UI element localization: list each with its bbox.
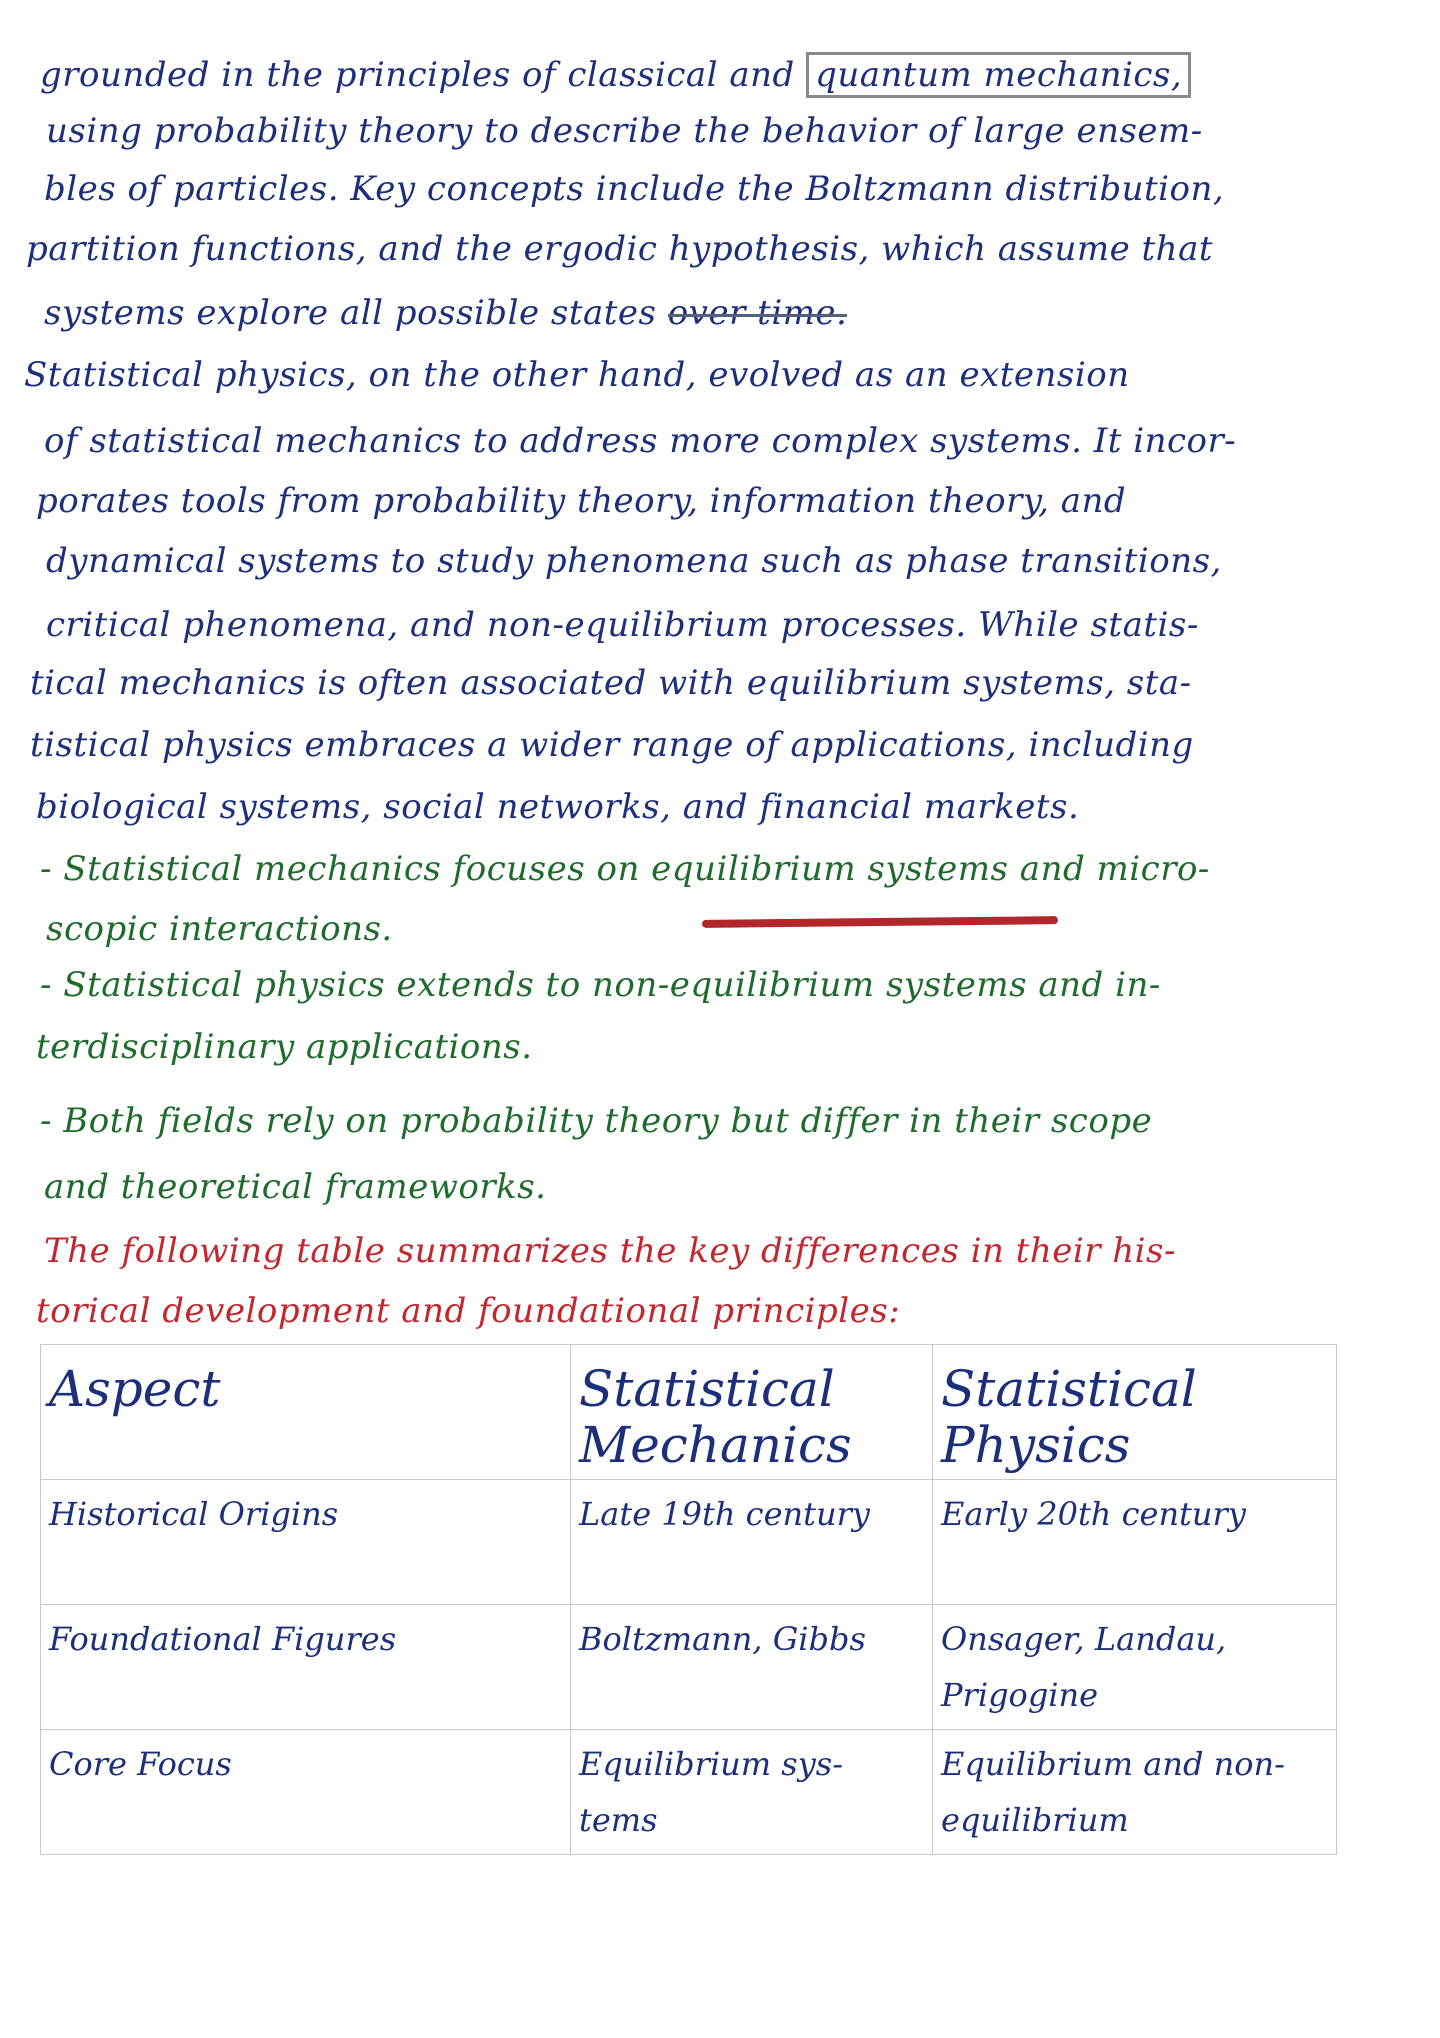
table-cell: Equilibrium and non-equilibrium [933, 1730, 1337, 1855]
table-row [41, 1480, 1337, 1605]
text-fragment: grounded in the principles of classical and [40, 55, 795, 95]
intro-line: The following table summarizes the key differences in their his- [44, 1231, 1176, 1271]
table-row [41, 1605, 1337, 1730]
text-line: bles of particles. Key concepts include the Boltzmann distribution, [44, 169, 1225, 209]
bullet-line: - Statistical mechanics focuses on equilibrium systems and micro- [40, 849, 1210, 889]
text-line: Statistical physics, on the other hand, evolved as an extension [24, 355, 1130, 395]
intro-line: torical development and foundational principles: [36, 1291, 901, 1331]
text-line [40, 52, 1191, 98]
table-cell: Boltzmann, Gibbs [571, 1605, 933, 1730]
table-header-cell: Statistical Physics [933, 1345, 1337, 1480]
table-cell: Late 19th century [571, 1480, 933, 1605]
underline-mark [702, 916, 1058, 928]
bullet-line: and theoretical frameworks. [44, 1167, 547, 1207]
table-cell: Core Focus [41, 1730, 571, 1855]
text-line: biological systems, social networks, and financial markets. [36, 787, 1080, 827]
text-line: tistical physics embraces a wider range of applications, including [30, 725, 1194, 765]
text-line: porates tools from probability theory, information theory, and [36, 481, 1127, 521]
text-line: using probability theory to describe the behavior of large ensem- [46, 111, 1203, 151]
text-line [44, 290, 847, 336]
bullet-line: scopic interactions. [46, 909, 393, 949]
bullet-line: terdisciplinary applications. [36, 1027, 533, 1067]
table-cell: Early 20th century [933, 1480, 1337, 1605]
text-line: dynamical systems to study phenomena such as phase transitions, [46, 541, 1222, 581]
table-cell: Onsager, Landau, Prigogine [933, 1605, 1337, 1730]
text-line: of statistical mechanics to address more complex systems. It incor- [44, 421, 1237, 461]
text-line: critical phenomena, and non-equilibrium processes. While statis- [46, 605, 1199, 645]
bullet-line: - Statistical physics extends to non-equilibrium systems and in- [40, 965, 1161, 1005]
text-line: tical mechanics is often associated with equilibrium systems, sta- [30, 663, 1192, 703]
text-fragment: systems explore all possible states [44, 293, 657, 333]
struck-text: over time. [667, 293, 848, 333]
text-line: partition functions, and the ergodic hypothesis, which assume that [26, 229, 1214, 269]
table-cell: Historical Origins [41, 1480, 571, 1605]
table-header-cell: Statistical Mechanics [571, 1345, 933, 1480]
table-cell: Foundational Figures [41, 1605, 571, 1730]
table-header-row [41, 1345, 1337, 1480]
table-header-cell: Aspect [41, 1345, 571, 1480]
bullet-line: - Both fields rely on probability theory but differ in their scope [40, 1101, 1153, 1141]
comparison-table [40, 1344, 1337, 1855]
table-row [41, 1730, 1337, 1855]
boxed-text: quantum mechanics, [806, 52, 1191, 98]
table-cell: Equilibrium sys- tems [571, 1730, 933, 1855]
